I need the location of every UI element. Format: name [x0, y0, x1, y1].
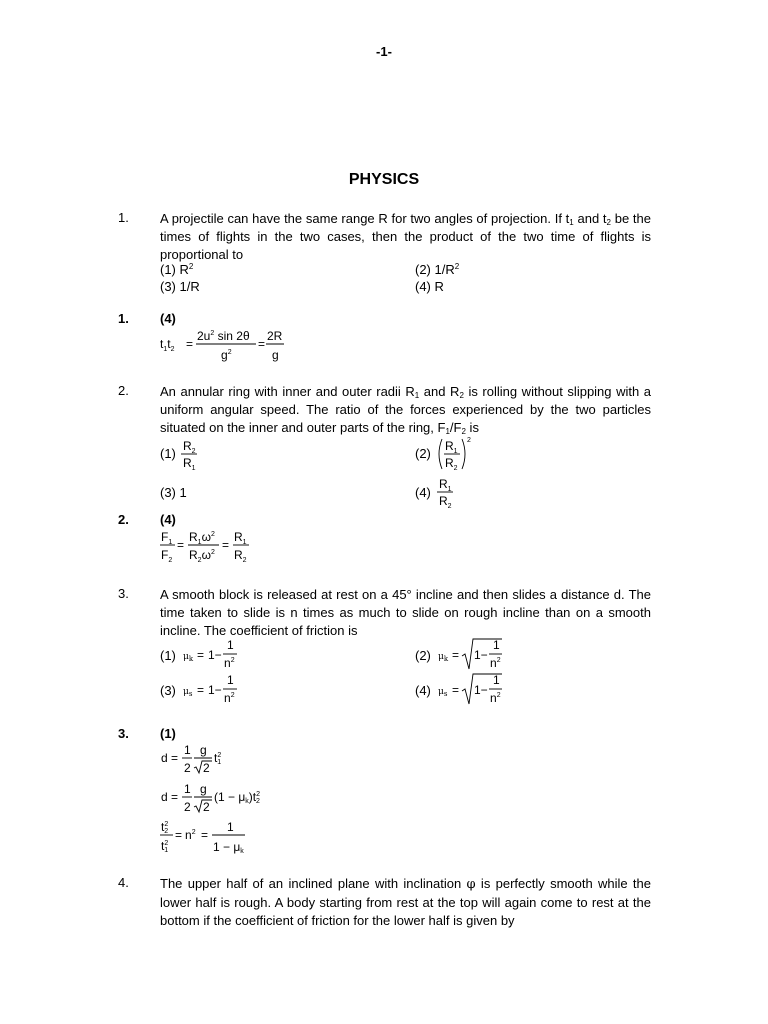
- svg-text:n2: $n^2$: [185, 828, 196, 842]
- svg-text:=: =: [197, 683, 205, 697]
- svg-text:1: 1: [493, 638, 500, 652]
- svg-text:g: g: [200, 782, 207, 796]
- answer-2-number: 2.: [118, 512, 129, 527]
- svg-text:1 − μk: 1 − μk: [213, 840, 244, 855]
- svg-text:1−: 1−: [208, 648, 222, 662]
- svg-text:2: 2: [203, 800, 210, 814]
- svg-text:2: 2: [467, 437, 471, 444]
- question-3-option-1-formula: [183, 638, 253, 674]
- question-3-option-2-formula: [438, 636, 518, 676]
- question-3-option-1-label: (1): [160, 648, 176, 663]
- answer-3-number: 3.: [118, 726, 129, 741]
- svg-text:1−: 1−: [474, 683, 488, 697]
- answer-2-formula: [160, 527, 270, 567]
- question-3-option-4-label: (4): [415, 683, 431, 698]
- svg-text:μk: $\mu_k$: [438, 652, 449, 663]
- question-2-option-1-fraction: [180, 438, 210, 474]
- svg-text:=: =: [175, 828, 183, 842]
- question-1-option-4: (4) R: [415, 279, 444, 294]
- svg-text:=: =: [171, 751, 179, 765]
- answer-3-formula-3: [160, 818, 280, 858]
- svg-text:=: =: [197, 648, 205, 662]
- answer-1-number: 1.: [118, 311, 129, 326]
- svg-text:=: =: [201, 828, 209, 842]
- answer-1-choice: (4): [160, 311, 176, 326]
- answer-3-choice: (1): [160, 726, 176, 741]
- page-title: PHYSICS: [348, 171, 420, 188]
- answer-3-formula-2: [160, 780, 300, 818]
- svg-text:R2: $R_2$: [234, 548, 247, 564]
- question-1-option-2: (2) $1/R^2$: [415, 262, 460, 277]
- svg-text:n2: $n^2$: [224, 656, 235, 670]
- svg-text:t21: $t^2$ 1: [214, 751, 222, 766]
- svg-text:2u2 sin 2θ: $2u^2$ sin 2θ: [197, 329, 250, 343]
- svg-text:μs: $\mu_s$: [183, 687, 193, 698]
- svg-text:n2: $n^2$: [224, 691, 235, 705]
- svg-text:1: 1: [227, 673, 234, 687]
- svg-text:R1: $R_1$: [183, 456, 196, 472]
- svg-text:R1: $R_1$: [445, 439, 458, 455]
- svg-text:R1ω2: $R_1\omega^2$: [189, 530, 215, 546]
- question-4-number: 4.: [118, 875, 129, 890]
- svg-text:=: =: [452, 683, 460, 697]
- svg-text:=: =: [258, 337, 266, 351]
- page-number: -1-: [376, 44, 392, 59]
- svg-text:R2ω2: $R_2\omega^2$: [189, 548, 215, 564]
- svg-text:1−: 1−: [474, 648, 488, 662]
- svg-text:R1: $R_1$: [439, 477, 452, 493]
- svg-text:1−: 1−: [208, 683, 222, 697]
- question-3-text: A smooth block is released at rest on a 45° incline and then slides a distance d. The time taken to slide is n times as much to slide on rough incline than on a smooth incline. The coefficient of friction is: [160, 587, 651, 638]
- question-1-option-3: (3) 1/R: [160, 279, 200, 294]
- svg-text:=: =: [177, 538, 185, 552]
- answer-3-formula-1: [160, 741, 280, 779]
- svg-text:=: =: [222, 538, 230, 552]
- question-1-text: A projectile can have the same range R for two angles of projection. If $t_1$ and $t_2$ be the times of flights in the two cases, then the product of the two time of flights is proportional to: [160, 211, 651, 262]
- svg-text:μk: $\mu_k$: [183, 652, 194, 663]
- svg-text:t21: $t^2$ 1: [161, 839, 169, 854]
- question-2-text: An annular ring with inner and outer radii $R_1$ and $R_2$ is rolling without slipping with a uniform angular speed. The ratio of the forces experienced by the two particles situated on the inner and outer parts of the ring, $F_1/F_2$ is: [160, 384, 651, 436]
- question-3-number: 3.: [118, 586, 129, 601]
- svg-text:g: g: [200, 743, 207, 757]
- svg-text:2R: 2R: [267, 329, 283, 343]
- svg-text:=: =: [186, 337, 194, 351]
- svg-text:(1 − μk)t22: $(1 - \mu k)t^2$ 2: [214, 790, 261, 805]
- answer-1-formula: [160, 325, 300, 365]
- question-2-option-1-label: (1): [160, 446, 176, 461]
- svg-text:g2: $g^2$: [221, 348, 232, 362]
- svg-text:t1t2: $t_1t_2$: [160, 337, 175, 353]
- question-3-option-4-formula: [438, 671, 518, 711]
- question-3-option-3-label: (3): [160, 683, 176, 698]
- svg-text:R2: $R_2$: [183, 439, 196, 455]
- question-4-text: The upper half of an inclined plane with inclination φ is perfectly smooth while the lower half is rough. A body starting from rest at the top will again come to rest at the bottom if the coefficient of friction for the lower half is given by: [160, 876, 652, 928]
- svg-text:1: 1: [184, 782, 191, 796]
- svg-text:d: d: [161, 751, 168, 765]
- question-2-option-4-fraction: [436, 476, 466, 512]
- svg-text:g: g: [272, 348, 279, 362]
- svg-text:2: 2: [184, 800, 191, 814]
- svg-text:R2: $R_2$: [439, 494, 452, 510]
- svg-text:n2: $n^2$: [490, 656, 501, 670]
- svg-text:=: =: [171, 790, 179, 804]
- svg-text:t22: $t^2$ 2: [161, 820, 169, 835]
- svg-text:R2: $R_2$: [445, 456, 458, 472]
- svg-text:F1: $F_1$: [161, 530, 173, 546]
- svg-text:1: 1: [184, 743, 191, 757]
- svg-text:μs: $\mu_s$: [438, 687, 448, 698]
- svg-text:F2: $F_2$: [161, 548, 173, 564]
- svg-text:d: d: [161, 790, 168, 804]
- svg-text:n2: $n^2$: [490, 691, 501, 705]
- question-2-option-4-label: (4): [415, 485, 431, 500]
- question-2-option-2-fraction: [436, 436, 476, 476]
- question-1-option-1: (1) $R^2$: [160, 262, 194, 277]
- question-2-option-2-label: (2): [415, 446, 431, 461]
- svg-text:1: 1: [227, 638, 234, 652]
- question-2-number: 2.: [118, 383, 129, 398]
- question-3-option-3-formula: [183, 673, 253, 709]
- svg-text:2: 2: [184, 761, 191, 775]
- answer-2-choice: (4): [160, 512, 176, 527]
- svg-text:1: 1: [493, 673, 500, 687]
- question-1-number: 1.: [118, 210, 129, 225]
- svg-text:1: 1: [227, 820, 234, 834]
- svg-text:R1: $R_1$: [234, 530, 247, 546]
- svg-text:2: 2: [203, 761, 210, 775]
- question-2-option-3: (3) 1: [160, 485, 187, 500]
- svg-text:=: =: [452, 648, 460, 662]
- question-3-option-2-label: (2): [415, 648, 431, 663]
